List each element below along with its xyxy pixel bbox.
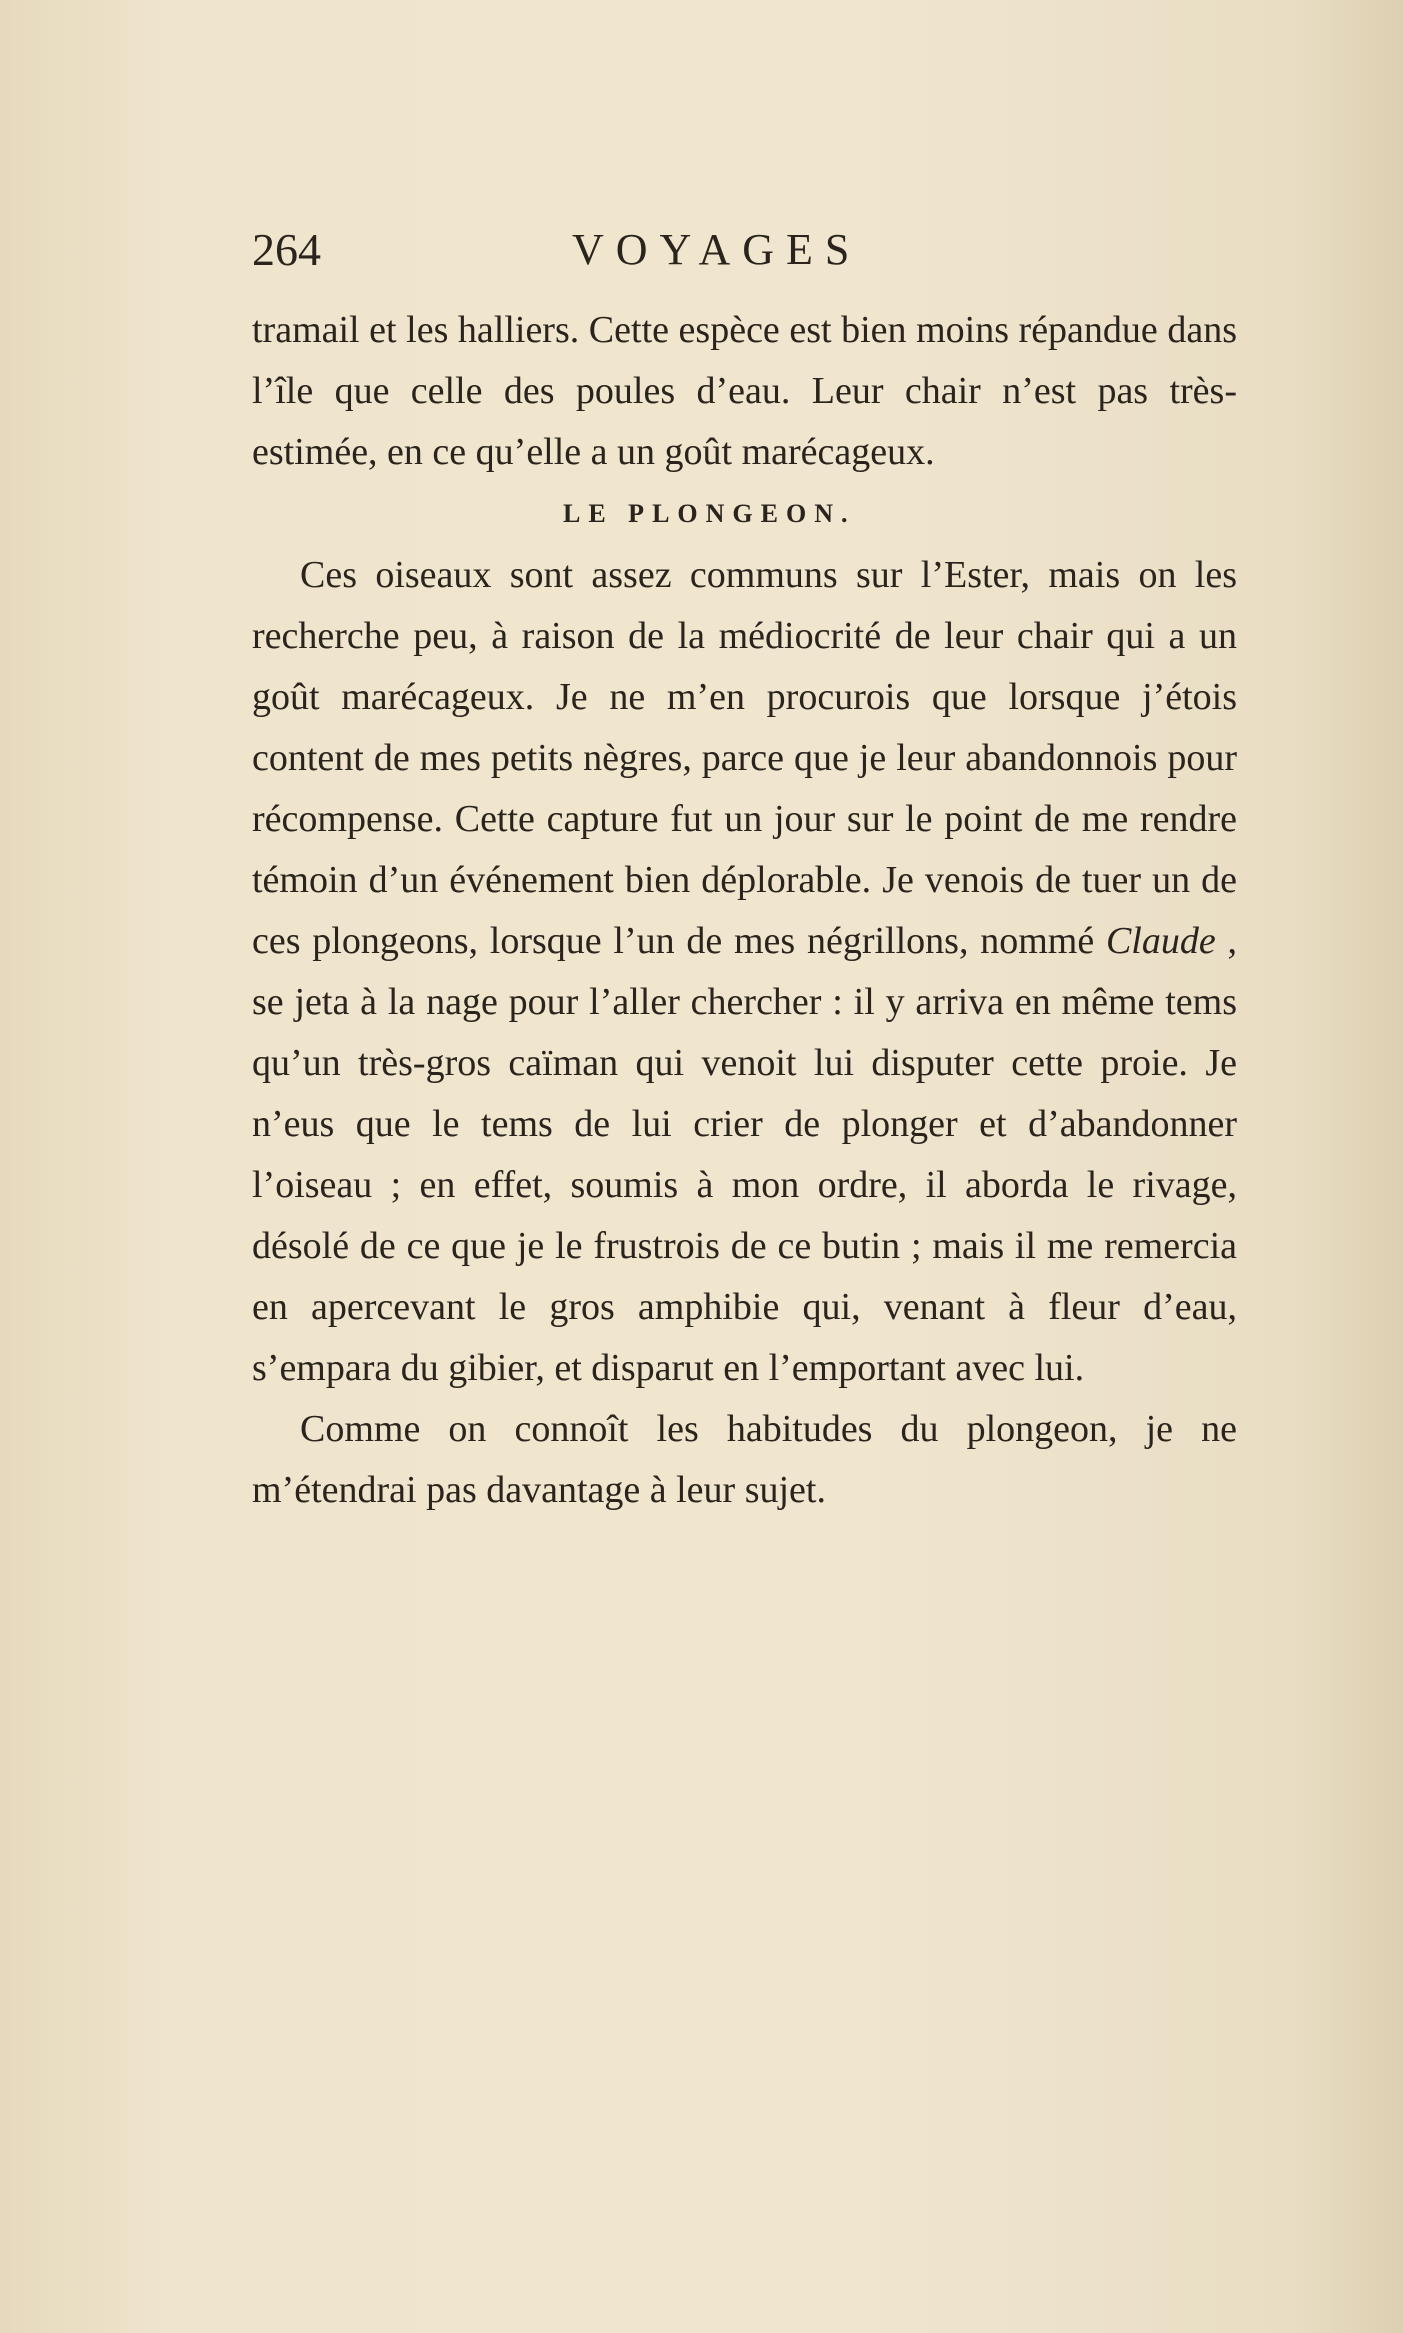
person-name: Claude — [1105, 920, 1216, 962]
paragraph-plongeon — [252, 545, 1237, 1399]
paragraph-closing: Comme on connoît les habitudes du plongeon, je ne m’étendrai pas davantage à leur sujet. — [252, 1408, 1237, 1511]
paragraph-continued: tramail et les halliers. Cette espèce est bien moins répandue dans l’île que celle des poules d’eau. Leur chair n’est pas très-estimée, en ce qu’elle a un goût marécageux. — [252, 309, 1237, 473]
running-title: VOYAGES — [572, 225, 862, 274]
page-header — [252, 215, 1242, 285]
text-block — [252, 300, 1237, 1521]
section-heading: LE PLONGEON. — [563, 499, 856, 528]
paragraph-text-end: , se jeta à la nage pour l’aller chercher : il y arriva en même tems qu’un très-gros caïman qui venoit lui disputer cette proie. Je n’eus que le tems de lui crier de plonger et d’abandonner l’oiseau ; en effet, soumis à mon ordre, il aborda le rivage, désolé de ce que je le frustrois de ce butin ; mais il me remercia en apercevant le gros amphibie qui, venant à fleur d’eau, s’empara du gibier, et disparut en l’emportant avec lui. — [252, 920, 1237, 1389]
paragraph-text-start: Ces oiseaux sont assez communs sur l’Ester, mais on les recherche peu, à raison de la médiocrité de leur chair qui a un goût marécageux. Je ne m’en procurois que lorsque j’étois content de mes petits nègres, parce que je leur abandonnois pour récompense. Cette capture fut un jour sur le point de me rendre témoin d’un événement bien déplorable. Je venois de tuer un de ces plongeons, lorsque l’un de mes négrillons, nommé — [252, 554, 1237, 962]
page-number: 264 — [252, 224, 321, 275]
